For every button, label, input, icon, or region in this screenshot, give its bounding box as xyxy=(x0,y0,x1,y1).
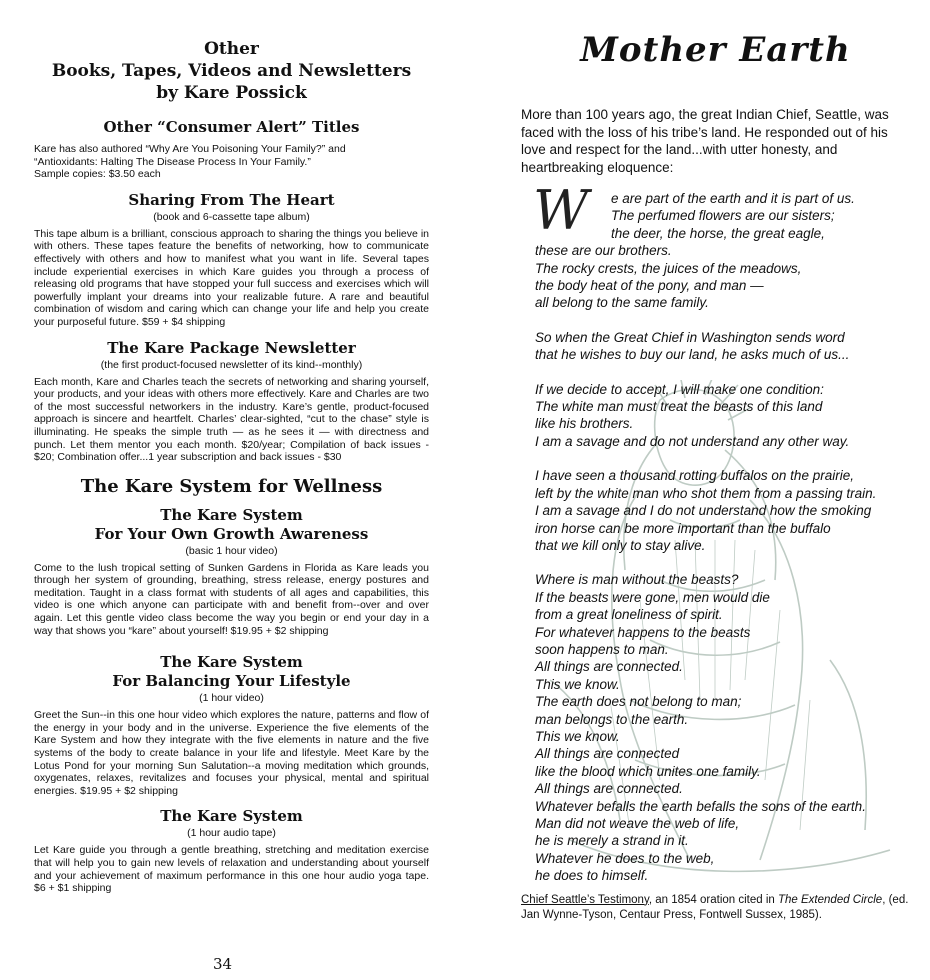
poem-line: For whatever happens to the beasts xyxy=(535,624,751,640)
audio-subtitle: (1 hour audio tape) xyxy=(187,827,276,840)
consumer-alert-heading: Other “Consumer Alert” Titles xyxy=(103,118,360,136)
mother-earth-title: Mother Earth xyxy=(580,30,851,70)
poem-line: he does to himself. xyxy=(535,868,649,884)
poem-line: The earth does not belong to man; xyxy=(535,694,742,710)
poem-line: these are our brothers. xyxy=(535,243,672,259)
poem-line: I have seen a thousand rotting buffalos on the prairie, xyxy=(535,468,854,484)
poem-line: that he wishes to buy our land, he asks much of us... xyxy=(535,347,850,363)
consumer-alert-line-3: Sample copies: $3.50 each xyxy=(34,168,161,181)
citation xyxy=(521,893,910,923)
newsletter-subtitle: (the first product-focused newsletter of its kind--monthly) xyxy=(100,358,363,371)
poem-line: This we know. xyxy=(535,728,620,744)
title-line-1: Other xyxy=(204,39,259,59)
left-page-title xyxy=(34,38,429,104)
poem-line: the body heat of the pony, and man — xyxy=(535,278,764,294)
poem-line: Whatever befalls the earth befalls the sons of the earth. xyxy=(535,798,866,814)
sharing-body: This tape album is a brilliant, conscious approach to sharing the things you believe in with others. These tapes feature the benefits of networking, how to communicate effectively with others and how to manifest what you want in life. Several tapes include experiential exercises in which Kare guides you through a process of releasing old programs that have stopped your full success and exercises which will powerfully implant your dreams into your realizable future. A rare and beautiful combination of wisdom and caring which can change your life and help you create your purposeful future. $59 + $4 shipping xyxy=(34,227,429,328)
poem-line: soon happens to man. xyxy=(535,641,669,657)
growth-heading xyxy=(34,506,429,544)
consumer-alert-line-2: “Antioxidants: Halting The Disease Process In Your Family.” xyxy=(34,155,311,168)
right-page xyxy=(465,0,930,980)
poem-line: e are part of the earth and it is part of us. xyxy=(611,191,855,206)
poem-line: The white man must treat the beasts of this land xyxy=(535,399,823,415)
intro-paragraph: More than 100 years ago, the great Indian Chief, Seattle, was faced with the loss of his tribe’s land. He responded out of his love and respect for the land...with utter honesty, and heartbreaking eloquence: xyxy=(521,107,889,175)
poem-line: The rocky crests, the juices of the meadows, xyxy=(535,260,802,276)
title-line-3: by Kare Possick xyxy=(156,83,307,103)
poem-line: Man did not weave the web of life, xyxy=(535,816,740,831)
stanza-2 xyxy=(535,329,910,364)
poem-line: he is merely a strand in it. xyxy=(535,833,689,849)
poem-line: So when the Great Chief in Washington sends word xyxy=(535,329,845,345)
wellness-heading: The Kare System for Wellness xyxy=(80,475,383,497)
growth-heading-line-1: The Kare System xyxy=(160,505,303,524)
poem-line: I am a savage and do not understand any other way. xyxy=(535,433,850,449)
newsletter-heading: The Kare Package Newsletter xyxy=(107,338,356,357)
poem-line: I am a savage and I do not understand how the smoking xyxy=(535,503,872,519)
poem-line: all belong to the same family. xyxy=(535,295,709,311)
balancing-heading-line-2: For Balancing Your Lifestyle xyxy=(112,672,351,691)
poem-line: Where is man without the beasts? xyxy=(535,572,739,588)
poem xyxy=(533,179,910,885)
consumer-alert-text xyxy=(34,143,429,181)
poem-line: man belongs to the earth. xyxy=(535,711,689,727)
growth-subtitle: (basic 1 hour video) xyxy=(185,544,278,557)
drop-cap: W xyxy=(533,179,589,242)
balancing-subtitle: (1 hour video) xyxy=(199,692,264,705)
title-line-2: Books, Tapes, Videos and Newsletters xyxy=(51,61,412,81)
left-page xyxy=(0,0,445,980)
poem-line: the deer, the horse, the great eagle, xyxy=(611,225,825,241)
poem-line: Whatever he does to the web, xyxy=(535,850,715,866)
sharing-subtitle: (book and 6-cassette tape album) xyxy=(153,210,310,223)
growth-body: Come to the lush tropical setting of Sunken Gardens in Florida as Kare leads you through her system of grounding, breathing, stress release, energy postures and meditation. Taught in a class format with students of all ages and capabilities, this video is one which anyone can participate with and benefit from--over and over again. Let this gentle video class become the way you begin or end your day in a way that shows you “kare” about yourself! $19.95 + $2 shipping xyxy=(34,561,429,637)
stanza-3 xyxy=(535,381,910,451)
audio-heading: The Kare System xyxy=(160,807,303,826)
poem-line: All things are connected xyxy=(535,746,680,762)
page-number: 34 xyxy=(212,955,233,973)
stanza-4 xyxy=(535,467,910,554)
audio-body: Let Kare guide you through a gentle breathing, stretching and meditation exercise that will help you to gain new levels of relaxation and understanding about yourself and your achievement of maximum performance in this one hour audio yoga tape. $6 + $1 shipping xyxy=(34,844,429,895)
sharing-heading: Sharing From The Heart xyxy=(128,190,335,209)
poem-line: This we know. xyxy=(535,676,620,692)
poem-line: like his brothers. xyxy=(535,416,634,432)
consumer-alert-line-1: Kare has also authored “Why Are You Poisoning Your Family?” and xyxy=(34,143,346,155)
stanza-1 xyxy=(533,179,910,312)
balancing-body: Greet the Sun--in this one hour video which explores the nature, patterns and flow of the energy in your body and in the universe. Experience the five elements of the Kare System and how they integrate with the five elements in nature and the five systems of the body to create balance in your life and lifestyle. Meet Kare by the Lotus Pond for your morning Sun Salutation--a moving meditation which grounds, oxygenates, relaxes, revitalizes and focuses your physical, mental and spiritual energies. $19.95 + $2 shipping xyxy=(34,709,429,797)
balancing-heading-line-1: The Kare System xyxy=(160,653,303,672)
stanza-5 xyxy=(535,571,910,884)
citation-tail: , (ed. Jan Wynne-Tyson, Centaur Press, Fontwell Sussex, 1985). xyxy=(521,893,909,921)
poem-line: The perfumed flowers are our sisters; xyxy=(611,208,835,224)
poem-line: If the beasts were gone, men would die xyxy=(535,589,770,605)
balancing-heading xyxy=(34,653,429,691)
citation-middle: , an 1854 oration cited in xyxy=(648,893,778,906)
poem-line: iron horse can be more important than the buffalo xyxy=(535,520,831,536)
poem-line: like the blood which unites one family. xyxy=(535,763,761,779)
citation-source: Chief Seattle’s Testimony xyxy=(521,893,649,906)
poem-line: from a great loneliness of spirit. xyxy=(535,607,723,623)
growth-heading-line-2: For Your Own Growth Awareness xyxy=(94,524,369,543)
poem-line: All things are connected. xyxy=(535,781,683,797)
poem-line: If we decide to accept, I will make one condition: xyxy=(535,381,824,397)
poem-line: All things are connected. xyxy=(535,659,683,675)
citation-book-title: The Extended Circle xyxy=(778,893,883,906)
poem-line: left by the white man who shot them from a passing train. xyxy=(535,485,877,501)
poem-line: that we kill only to stay alive. xyxy=(535,537,706,553)
newsletter-body: Each month, Kare and Charles teach the secrets of networking and sharing yourself, your products, and your ideas with others more effectively. Kare and Charles are two of the most successful networkers in the industry. Kare’s gentle, product-focused approach is sincere and heartfelt. Charles’ clear-sighted, “cut to the chase” style is illuminating. He speaks the simple truth — as he sees it — with directness and punch. Let them mentor you each month. $20/year; Compilation of back issues - $20; Combination offer...1 year subscription and back issues - $30 xyxy=(34,375,429,464)
